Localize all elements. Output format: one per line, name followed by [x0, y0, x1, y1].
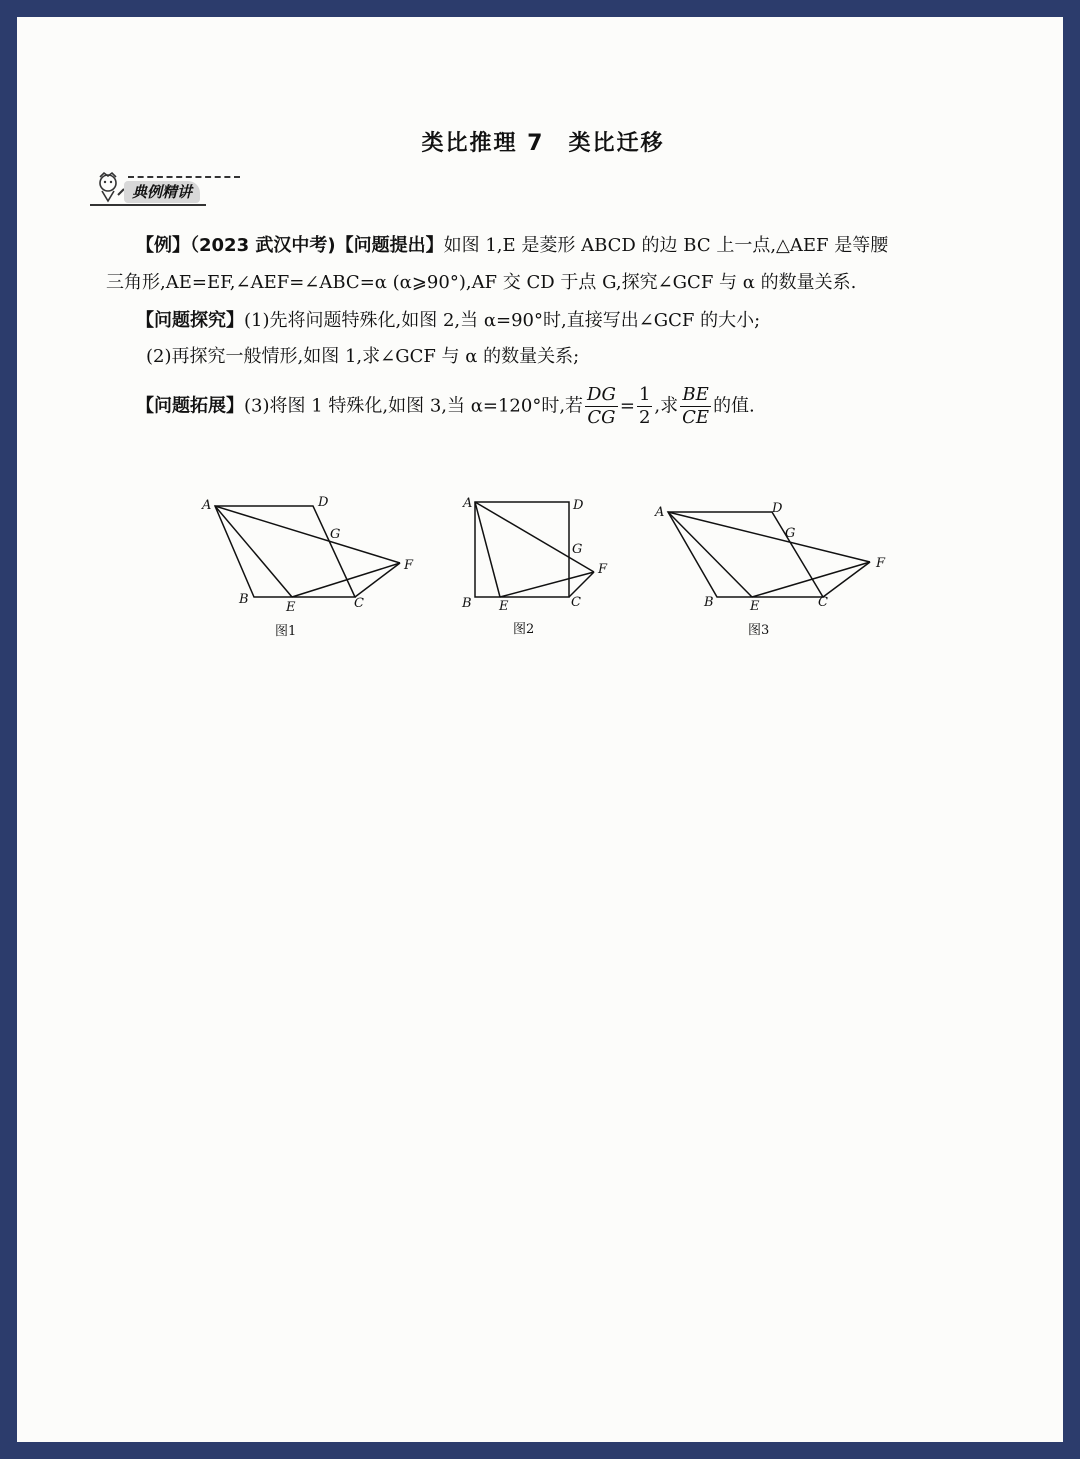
fig1-label-f: F — [404, 558, 414, 573]
fig3-label-a: A — [655, 505, 665, 520]
title-part2: 类比迁移 — [568, 131, 665, 156]
fig2-caption: 图2 — [513, 622, 535, 637]
example-text-2: 三角形,AE=EF,∠AEF=∠ABC=α (α⩾90°),AF 交 CD 于点 G,探究∠GCF 与 α 的数量关系. — [106, 272, 857, 293]
fig1-label-c: C — [354, 596, 364, 611]
fig3-label-d: D — [772, 501, 783, 516]
fig3-label-b: B — [704, 595, 714, 610]
fig2-segment-ae — [475, 502, 500, 597]
fig1-label-e: E — [286, 600, 296, 615]
title-part1: 类比推理 7 — [421, 131, 545, 156]
example-source: （2023 武汉中考) — [190, 235, 336, 256]
extend-text-pre: (3)将图 1 特殊化,如图 3,当 α=120°时,若 — [244, 395, 584, 417]
fig3-label-g: G — [785, 526, 796, 541]
fig3-label-e: E — [750, 599, 760, 614]
fig2-label-g: G — [572, 542, 583, 557]
fig1-label-g: G — [330, 527, 341, 542]
extend-tag: 【问题拓展】 — [136, 395, 244, 417]
problem-tag: 【问题提出】 — [335, 235, 444, 256]
figure-3 — [668, 512, 870, 597]
explore-text-1: (1)先将问题特殊化,如图 2,当 α=90°时,直接写出∠GCF 的大小; — [244, 310, 761, 331]
fraction-one-half: $\frac{1}{2}$ — [638, 384, 651, 428]
extend-text-post: 的值. — [713, 395, 755, 417]
fig1-segment-cf — [355, 563, 400, 597]
fig2-label-e: E — [499, 599, 509, 614]
fig1-label-b: B — [239, 592, 249, 607]
fig2-label-a: A — [463, 496, 473, 511]
fig2-segment-ef — [500, 572, 594, 597]
fig1-caption: 图1 — [275, 624, 297, 639]
fig3-label-f: F — [876, 556, 886, 571]
fraction-dg-cg: $\frac{DG}{CG}$ — [587, 384, 616, 428]
fig1-label-d: D — [318, 495, 329, 510]
example-text-1: 如图 1,E 是菱形 ABCD 的边 BC 上一点,△AEF 是等腰 — [443, 235, 889, 256]
fig2-label-f: F — [598, 562, 608, 577]
fig3-label-c: C — [818, 595, 828, 610]
fig2-label-c: C — [571, 595, 581, 610]
fig1-segment-af — [215, 506, 400, 563]
fig2-label-d: D — [573, 498, 584, 513]
fig2-label-b: B — [462, 596, 472, 611]
fraction-be-ce: $\frac{BE}{CE}$ — [682, 384, 710, 428]
fig1-segment-ae — [215, 506, 292, 597]
fig3-segment-af — [668, 512, 870, 562]
explore-tag: 【问题探究】 — [136, 310, 244, 331]
example-tag: 【例】 — [136, 235, 190, 256]
fig1-segment-ef — [292, 563, 400, 597]
extend-line: 【问题拓展】(3)将图 1 特殊化,如图 3,当 α=120°时,若 $\frac{DG}{CG}$ = $\frac{1}{2}$ ,求 $\frac{BE}{CE}$ 的值. — [136, 384, 755, 428]
figure-1 — [215, 506, 400, 597]
fig1-label-a: A — [202, 498, 212, 513]
explore-text-2: (2)再探究一般情形,如图 1,求∠GCF 与 α 的数量关系; — [146, 346, 580, 367]
section-badge-label: 典例精讲 — [124, 181, 200, 203]
fig3-rhombus — [668, 512, 823, 597]
fig3-caption: 图3 — [748, 623, 770, 638]
fig3-segment-ef — [752, 562, 870, 597]
fig3-segment-cf — [823, 562, 870, 597]
